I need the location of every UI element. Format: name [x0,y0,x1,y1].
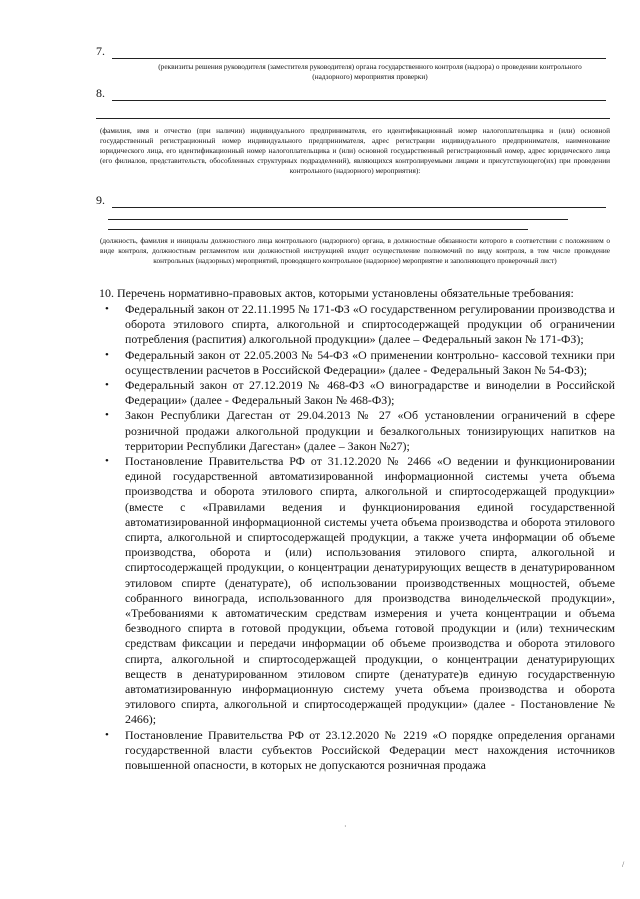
field-7-row [96,44,606,60]
bullet: • [105,728,109,741]
legal-acts-list [103,302,615,773]
field-9-input-line-2[interactable] [108,219,568,220]
field-7-input-line[interactable] [112,58,606,59]
field-9-input-line-3[interactable] [108,229,528,230]
field-9-input-line[interactable] [112,207,606,208]
field-7-caption: (реквизиты решения руководителя (заместителя руководителя) органа государственного контроля (надзора) о проведении контрольного (надзорного) мероприятия проверки) [158,62,582,81]
field-9-caption: (должность, фамилия и инициалы должностного лица контрольного (надзорного) органа, в должностные обязанности которого в соответствии с положением о виде контроля, должностным регламентом или должностной инструкцией входит осуществление полномочий по виду контроля, в том числе проведение контрольных (надзорных) мероприятий, проводящего контрольное (надзорное) мероприятие и заполняющего проверочный лист) [100,236,610,265]
list-item [103,728,615,774]
bullet: • [105,455,109,468]
bullet: • [105,348,109,361]
field-8-input-line-2[interactable] [96,118,610,119]
list-item [103,378,615,408]
list-item [103,348,615,378]
field-8-input-line[interactable] [112,100,606,101]
list-item-text: Постановление Правительства РФ от 23.12.2020 № 2219 «О порядке определения органами государственной власти субъектов Российской Федерации мест нахождения источников повышенной опасности, в которых не допускаются розничная продажа [125,727,615,773]
field-7-number: 7. [96,44,105,58]
list-item [103,408,615,454]
bullet: • [105,409,109,422]
list-item-text: Федеральный закон от 22.11.1995 № 171-ФЗ «О государственном регулировании производства и оборота этилового спирта, алкогольной и спиртосодержащей продукции об ограничении потребления (распития) алкогольной продукции» (далее – Федеральный закон № 171-ФЗ); [125,302,615,347]
field-9-number: 9. [96,193,105,207]
bullet: • [105,303,109,315]
bullet: • [105,379,109,392]
field-8-caption: (фамилия, имя и отчество (при наличии) индивидуального предпринимателя, его идентификационный номер налогоплательщика и (или) основной государственный регистрационный номер индивидуального предпринимателя, адрес регистрации индивидуального предпринимателя, наименование юридического лица, его идентификационный номер налогоплательщика и (или) основной государственный регистрационный номер, адрес юридического лица (его филиалов, представительств, обособленных структурных подразделений), являющихся контролируемыми лицами и присутствующего(их) при проведении контрольного (надзорного) мероприятия): [100,126,610,175]
scan-dot: · [344,822,347,831]
field-9-row [96,193,606,209]
list-item [103,302,615,348]
section-10-title: 10. Перечень нормативно-правовых актов, которыми установлены обязательные требования: [99,286,574,300]
list-item-text: Федеральный закон от 22.05.2003 № 54-ФЗ «О применении контрольно- кассовой техники при осуществлении расчетов в Российской Федерации» (далее - Федеральный Закон № 54-ФЗ); [125,347,615,377]
field-8-number: 8. [96,86,105,100]
scan-mark: / [622,860,625,869]
list-item-text: Федеральный закон от 27.12.2019 № 468-ФЗ «О виноградарстве и виноделии в Российской Федерации» (далее - Федеральный Закон № 468-ФЗ); [125,378,615,408]
list-item-text: Закон Республики Дагестан от 29.04.2013 № 27 «Об установлении ограничений в сфере розничной продажи алкогольной продукции и безалкогольных тонизирующих напитков на территории Республики Дагестан» (далее – Закон №27); [125,408,615,453]
field-8-row [96,86,606,102]
list-item-text: Постановление Правительства РФ от 31.12.2020 № 2466 «О ведении и функционировании единой государственной автоматизированной информационной системы учета объема производства и оборота этилового спирта, алкогольной и спиртосодержащей продукции» (вместе с «Правилами ведения и функционирования единой государственной автоматизированной информационной системы учета объема производства и оборота этилового спирта, алкогольной и спиртосодержащей продукции, а также учета информации об объеме производства, оборота и (или) использования этилового спирта, алкогольной и спиртосодержащей продукции, о концентрации денатурирующих веществ в денатурированном этиловом спирте (денатурате), об использовании производственных мощностей, объеме собранного винограда, использованного для производства винодельческой продукции», «Требованиями к автоматическим средствам измерения и учета концентрации и объема безводного спирта в готовой продукции, объема готовой продукции и (или) техническим средствам фиксации и передачи информации об объеме производства и оборота этилового спирта, алкогольной и спиртосодержащей продукции, о концентрации денатурирующих веществ в денатурированном этиловом спирте (денатурате)в единую государственную автоматизированную информационную систему учета объема производства и оборота этилового спирта, алкогольной и спиртосодержащей продукции» (далее - Постановление № 2466); [125,454,615,727]
list-item [103,454,615,728]
